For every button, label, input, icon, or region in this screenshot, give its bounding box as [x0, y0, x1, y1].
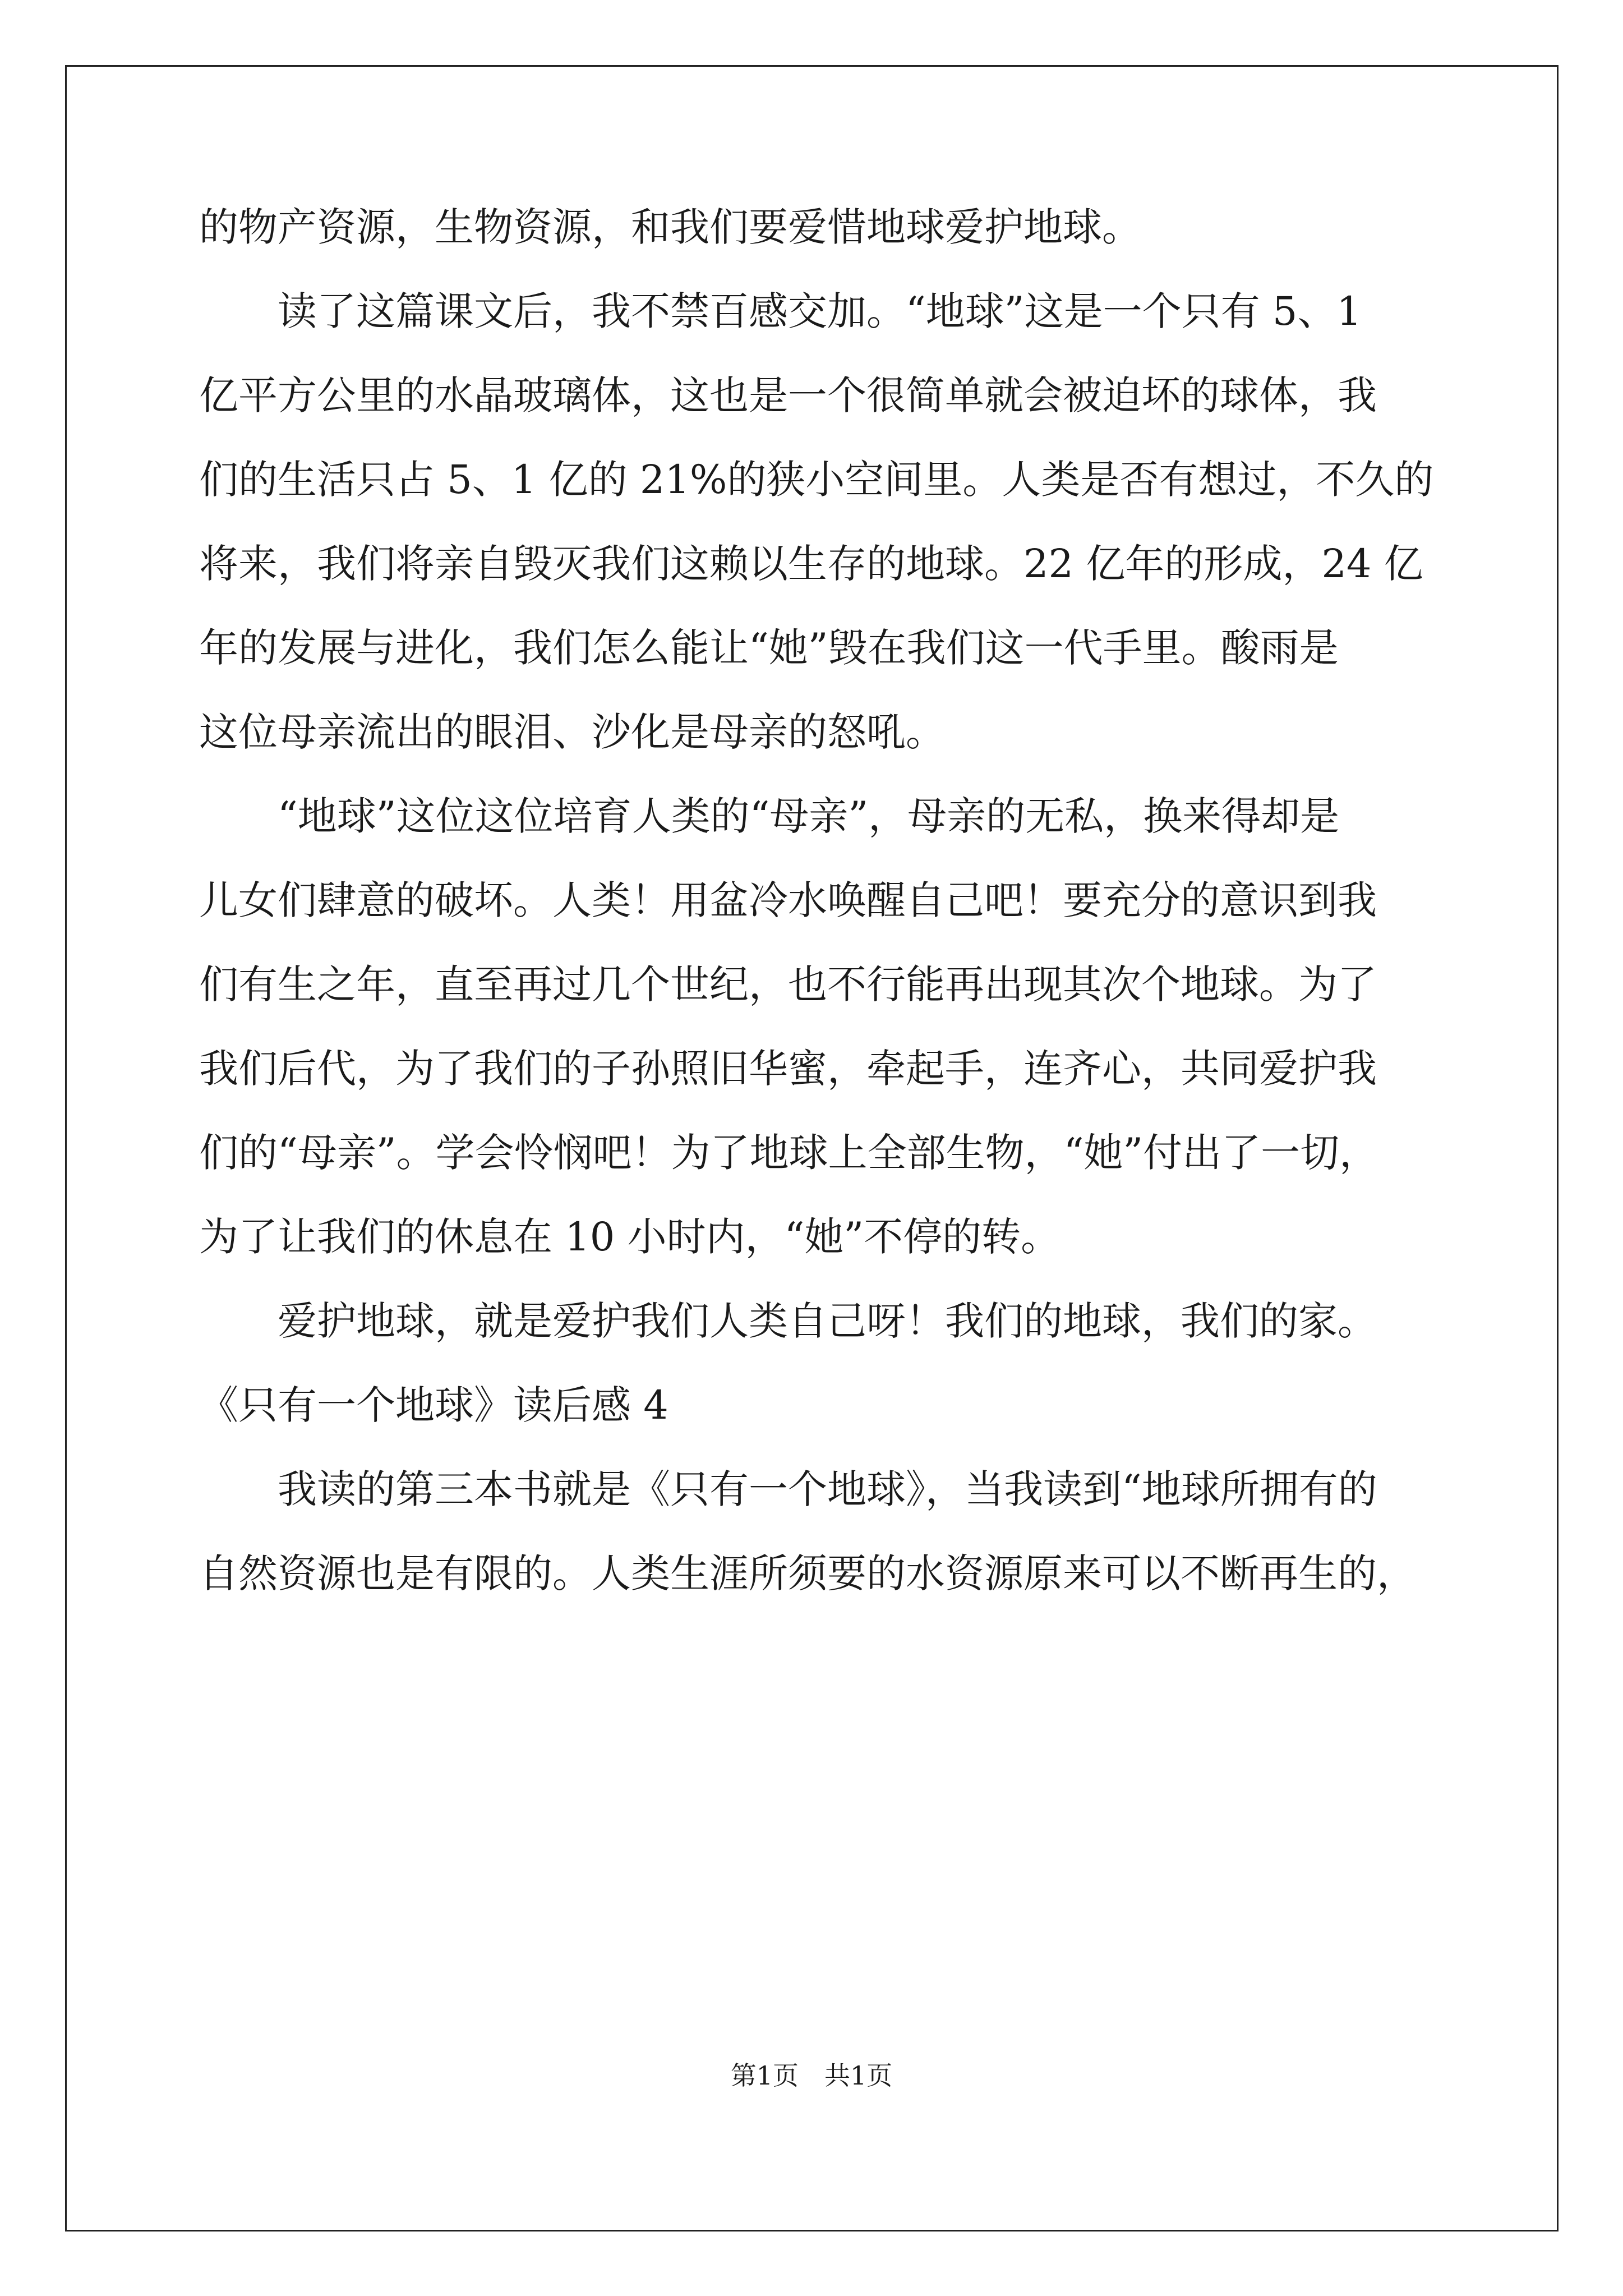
- text-line: 们的“母亲”。学会怜悯吧！为了地球上全部生物，“她”付出了一切，: [199, 1130, 1379, 1176]
- section-heading: 《只有一个地球》读后感 4: [199, 1382, 668, 1428]
- document-body: [199, 204, 1438, 1596]
- text-line: 读了这篇课文后，我不禁百感交加。“地球”这是一个只有 5、1: [199, 288, 1362, 334]
- text-line: 为了让我们的休息在 10 小时内，“她”不停的转。: [199, 1214, 1061, 1260]
- text-line: 我读的第三本书就是《只有一个地球》，当我读到“地球所拥有的: [199, 1466, 1377, 1512]
- text-line: 自然资源也是有限的。人类生涯所须要的水资源原来可以不断再生的，: [199, 1550, 1416, 1596]
- page-number: 第1页 共1页: [730, 2060, 893, 2091]
- text-line: 爱护地球，就是爱护我们人类自己呀！我们的地球，我们的家。: [199, 1298, 1377, 1344]
- text-line: 儿女们肆意的破坏。人类！用盆冷水唤醒自己吧！要充分的意识到我: [199, 877, 1377, 923]
- text-line: 的物产资源，生物资源，和我们要爱惜地球爱护地球。: [199, 204, 1141, 250]
- text-line: 年的发展与进化，我们怎么能让“她”毁在我们这一代手里。酸雨是: [199, 625, 1339, 671]
- text-line: 亿平方公里的水晶玻璃体，这也是一个很简单就会被迫坏的球体，我: [199, 372, 1377, 418]
- text-line: 这位母亲流出的眼泪、沙化是母亲的怒吼。: [199, 709, 945, 755]
- text-line: 们的生活只占 5、1 亿的 21%的狭小空间里。人类是否有想过，不久的: [199, 457, 1434, 503]
- text-line: 我们后代，为了我们的子孙照旧华蜜，牵起手，连齐心，共同爱护我: [199, 1046, 1377, 1092]
- text-line: “地球”这位这位培育人类的“母亲”，母亲的无私，换来得却是: [199, 793, 1340, 839]
- text-line: 将来，我们将亲自毁灭我们这赖以生存的地球。22 亿年的形成，24 亿: [199, 541, 1423, 587]
- text-line: 们有生之年，直至再过几个世纪，也不行能再出现其次个地球。为了: [199, 961, 1377, 1007]
